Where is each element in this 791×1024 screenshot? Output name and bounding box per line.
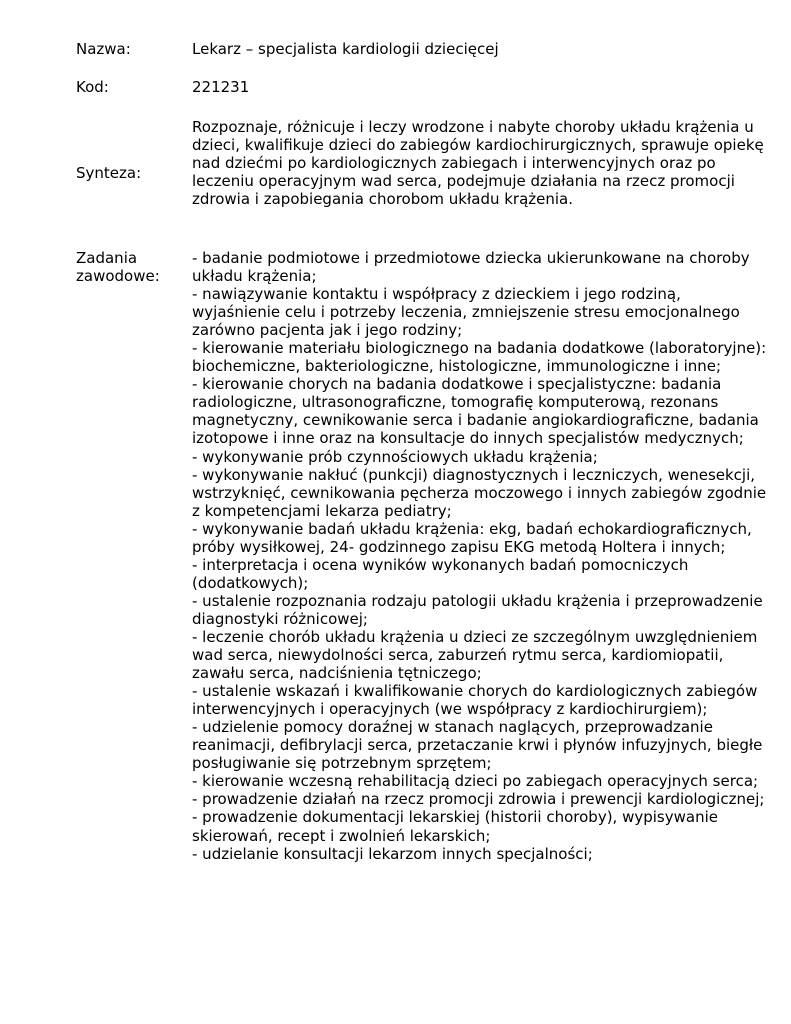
code-row (76, 78, 766, 96)
task-item: - badanie podmiotowe i przedmiotowe dziecka ukierunkowane na choroby układu krążenia; (192, 249, 750, 286)
task-item: - udzielanie konsultacji lekarzom innych specjalności; (192, 844, 593, 863)
tasks-label-line2: zawodowe: (76, 267, 160, 285)
task-item: - wykonywanie badań układu krążenia: ekg, badań echokardiograficznych, próby wysiłkowej, 24- godzinnego zapisu EKG metodą Holtera i innych; (192, 519, 752, 556)
code-label: Kod: (76, 78, 109, 96)
task-item: - kierowanie wczesną rehabilitacją dzieci po zabiegach operacyjnych serca; (192, 772, 759, 791)
name-value: Lekarz – specjalista kardiologii dziecięcej (192, 40, 499, 58)
task-item: - interpretacja i ocena wyników wykonanych badań pomocniczych (dodatkowych); (192, 555, 689, 592)
task-item: - wykonywanie nakłuć (punkcji) diagnostycznych i leczniczych, wenesekcji, wstrzyknięć, cewnikowania pęcherza moczowego i innych zabiegów zgodnie z kompetencjami lekarza pediatry; (192, 465, 767, 520)
name-label: Nazwa: (76, 40, 131, 58)
task-item: - prowadzenie dokumentacji lekarskiej (historii choroby), wypisywanie skierowań, recept i zwolnień lekarskich; (192, 808, 718, 845)
task-item: - leczenie chorób układu krążenia u dzieci ze szczególnym uwzględnieniem wad serca, niewydolności serca, zaburzeń rytmu serca, kardiomiopatii, zawału serca, nadciśnienia tętniczego; (192, 627, 758, 683)
name-row (76, 40, 766, 58)
tasks-list (192, 249, 770, 863)
code-value: 221231 (192, 78, 250, 96)
synthesis-value: Rozpoznaje, różnicuje i leczy wrodzone i nabyte choroby układu krążenia u dzieci, kwalifikuje dzieci do zabiegów kardiochirurgicznych, sprawuje opiekę nad dziećmi po kardiologicznych zabiegach i interwencyjnych oraz po leczeniu operacyjnym wad serca, podejmuje działania na rzecz promocji zdrowia i zapobiegania chorobom układu krążenia. (192, 118, 764, 208)
task-item: - prowadzenie działań na rzecz promocji zdrowia i prewencji kardiologicznej; (192, 790, 765, 809)
task-item: - kierowanie materiału biologicznego na badania dodatkowe (laboratoryjne): biochemiczne, bakteriologiczne, histologiczne, immunologiczne i inne; (192, 339, 767, 376)
tasks-row (76, 249, 766, 979)
tasks-value (192, 249, 770, 863)
synthesis-label: Synteza: (76, 164, 142, 182)
task-item: - nawiązywanie kontaktu i współpracy z dzieckiem i jego rodziną, wyjaśnienie celu i potrzeby leczenia, zmniejszenie stresu emocjonalnego zarówno pacjenta jak i jego rodziny; (192, 285, 740, 340)
tasks-label (76, 249, 186, 285)
task-item: - kierowanie chorych na badania dodatkowe i specjalistyczne: badania radiologiczne, ultrasonograficzne, tomografię komputerową, rezonans magnetyczny, cewnikowanie serca i badanie angiokardiograficzne, badania izotopowe i inne oraz na konsultacje do innych specjalistów medycznych; (192, 375, 759, 448)
task-item: - ustalenie rozpoznania rodzaju patologii układu krążenia i przeprowadzenie diagnostyki różnicowej; (192, 591, 763, 628)
synthesis-row (76, 118, 766, 228)
task-item: - udzielenie pomocy doraźnej w stanach naglących, przeprowadzanie reanimacji, defibrylacji serca, przetaczanie krwi i płynów infuzyjnych, biegłe posługiwanie się potrzebnym sprzętem; (192, 718, 763, 773)
task-item: - ustalenie wskazań i kwalifikowanie chorych do kardiologicznych zabiegów interwencyjnych i operacyjnych (we współpracy z kardiochirurgiem); (192, 682, 758, 719)
task-item: - wykonywanie prób czynnościowych układu krążenia; (192, 447, 598, 466)
tasks-label-line1: Zadania (76, 249, 138, 267)
